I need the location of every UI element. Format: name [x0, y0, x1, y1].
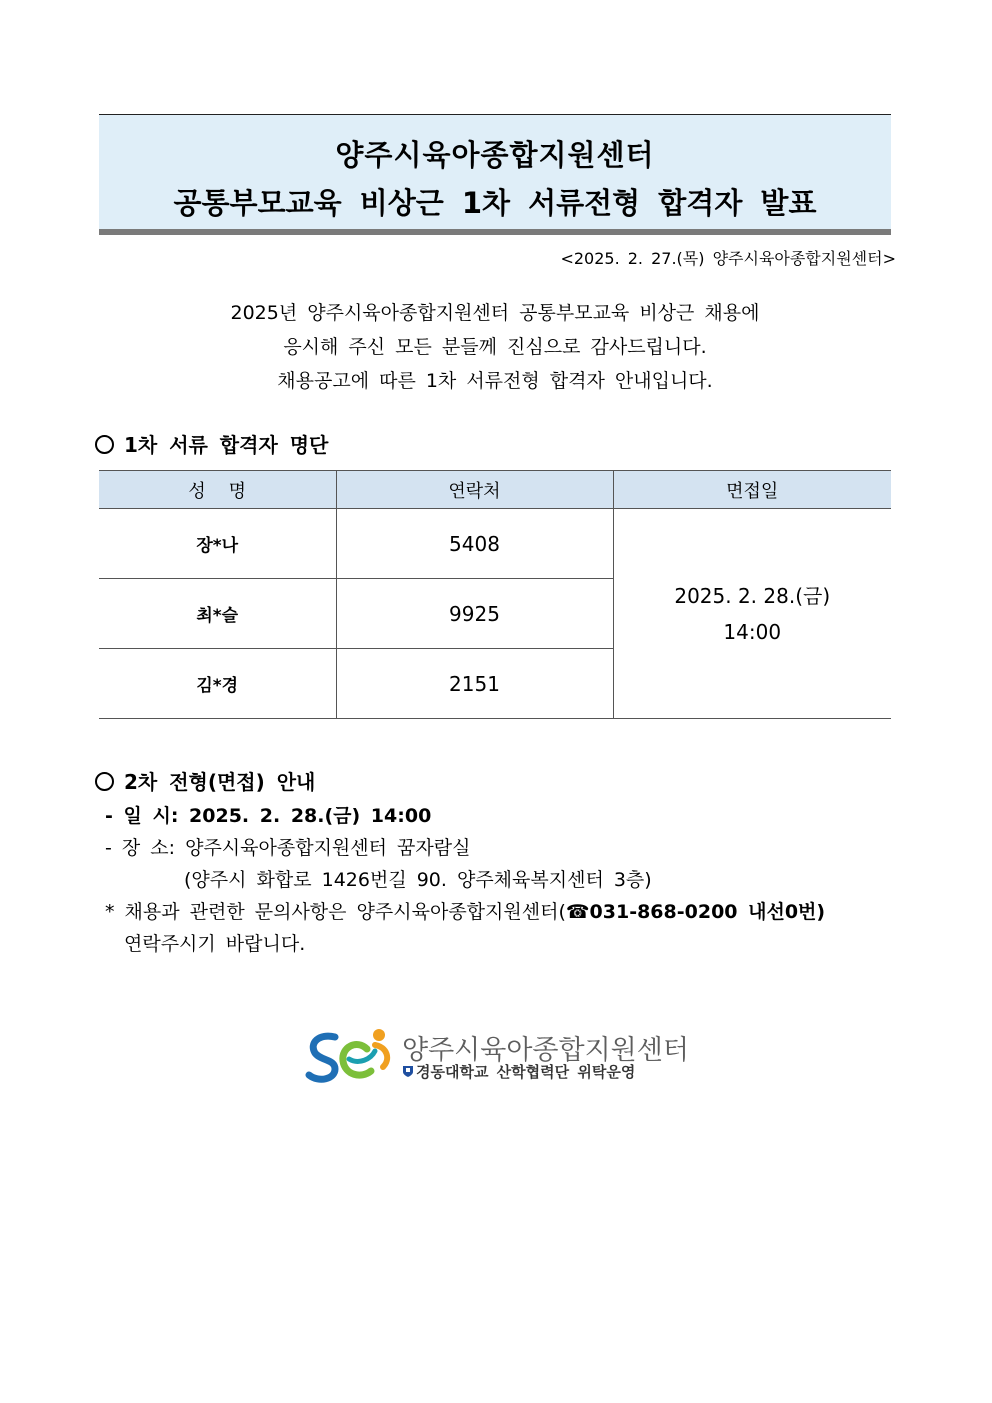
interview-datetime-line [105, 801, 431, 828]
place-label: - 장 소: [105, 837, 176, 859]
interview-schedule-cell [613, 509, 891, 719]
contact-note-line [105, 897, 825, 924]
contact-note-text: * 채용과 관련한 문의사항은 양주시육아종합지원센터( [105, 901, 566, 923]
datetime-value: 2025. 2. 28.(금) 14:00 [189, 805, 432, 827]
interview-address: (양주시 화합로 1426번길 90. 양주체육복지센터 3층) [184, 869, 652, 891]
interview-place-line [105, 833, 470, 860]
intro-line-1: 2025년 양주시육아종합지원센터 공통부모교육 비상근 채용에 [230, 302, 760, 324]
title-banner [99, 114, 891, 235]
datetime-label: - 일 시: [105, 805, 179, 827]
title-organization: 양주시육아종합지원센터 [335, 138, 655, 172]
table-row [99, 509, 891, 579]
interview-date: 2025. 2. 28.(금) [674, 583, 831, 608]
column-header-contact: 연락처 [336, 471, 613, 509]
intro-line-3: 채용공고에 따른 1차 서류전형 합격자 안내입니다. [277, 370, 713, 392]
contact-note-line-2: 연락주시기 바랍니다. [124, 933, 306, 955]
center-emblem-icon [305, 1025, 397, 1087]
logo-subtitle-text: 경동대학교 산학협력단 위탁운영 [416, 1063, 636, 1081]
applicant-phone: 5408 [336, 509, 613, 579]
place-value: 양주시육아종합지원센터 꿈자람실 [185, 837, 471, 859]
section2-heading-text: 2차 전형(면접) 안내 [124, 770, 316, 794]
logo-center-name: 양주시육아종합지원센터 [402, 1035, 689, 1066]
contact-phone: ☎031-868-0200 내선0번) [565, 901, 826, 923]
intro-line-2: 응시해 주신 모든 분들께 진심으로 감사드립니다. [283, 336, 707, 358]
university-shield-icon [402, 1065, 414, 1078]
applicant-name: 장*나 [99, 509, 336, 579]
interview-time: 14:00 [723, 619, 782, 644]
announcement-date: <2025. 2. 27.(목) 양주시육아종합지원센터> [560, 249, 896, 268]
table-header-row [99, 471, 891, 509]
applicant-table [99, 470, 891, 719]
applicant-name: 김*경 [99, 649, 336, 719]
circle-bullet-icon [95, 435, 114, 454]
column-header-interview-date: 면접일 [613, 471, 891, 509]
page-title: 공통부모교육 비상근 1차 서류전형 합격자 발표 [173, 186, 817, 220]
applicant-phone: 9925 [336, 579, 613, 649]
column-header-name: 성 명 [99, 471, 336, 509]
section2-heading [95, 766, 315, 795]
applicant-name: 최*슬 [99, 579, 336, 649]
center-logo [305, 1025, 695, 1087]
logo-subtitle [402, 1061, 635, 1082]
section1-heading-text: 1차 서류 합격자 명단 [124, 433, 329, 457]
section1-heading [95, 429, 328, 458]
circle-bullet-icon [95, 772, 114, 791]
applicant-phone: 2151 [336, 649, 613, 719]
